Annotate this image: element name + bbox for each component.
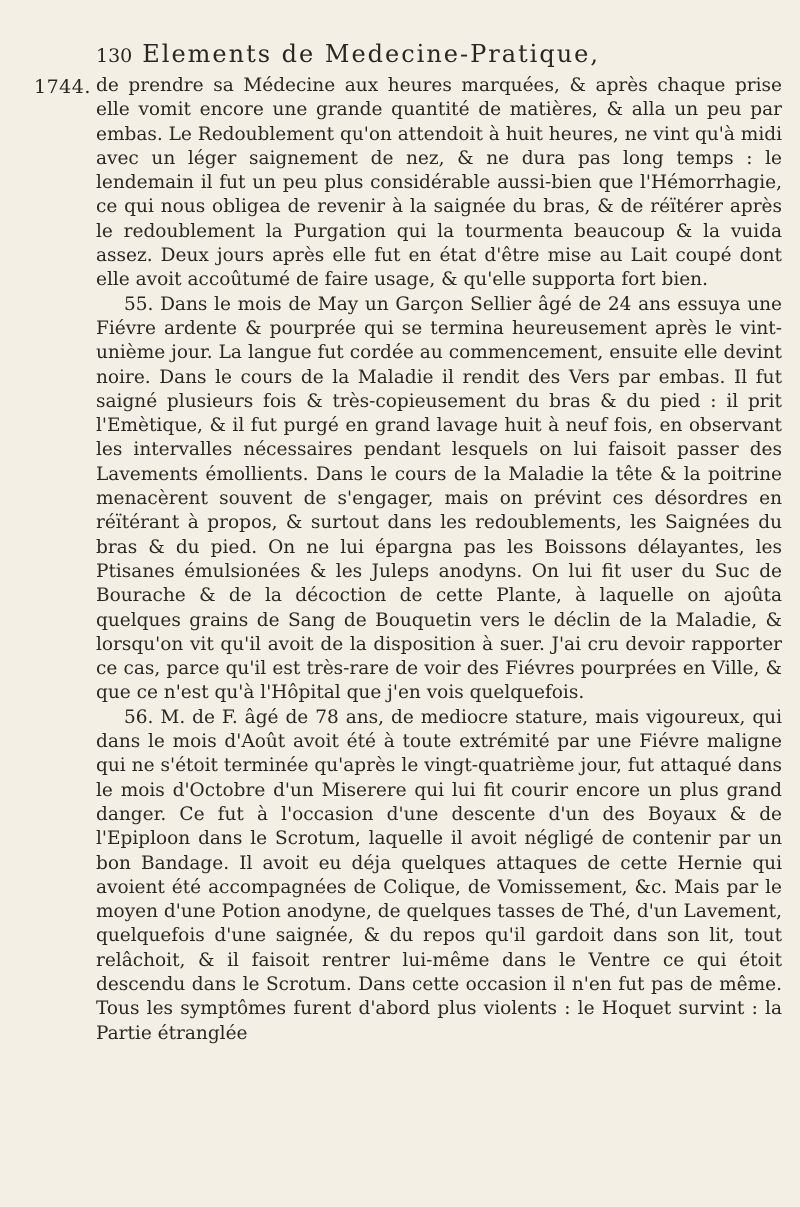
- running-title: Elements de Medecine-Pratique,: [142, 40, 600, 68]
- margin-year: 1744.: [34, 76, 91, 98]
- page-number: 130: [96, 45, 133, 67]
- paragraph-case-55: 55. Dans le mois de May un Garçon Sellier âgé de 24 ans essuya une Fiévre ardente & pourprée qui se termina heureusement après le vint-unième jour. La langue fut cordée au commencement, ensuite elle devint noire. Dans le cours de la Maladie il rendit des Vers par embas. Il fut saigné plusieurs fois & très-copieusement du bras & du pied : il prit l'Emètique, & il fut purgé en grand lavage huit à neuf fois, en observant les intervalles nécessaires pendant lesquels on lui faisoit passer des Lavements émollients. Dans le cours de la Maladie la tête & la poitrine menacèrent souvent de s'engager, mais on prévint ces désordres en réïtérant à propos, & surtout dans les redoublements, les Saignées du bras & du pied. On ne lui épargna pas les Boissons délayantes, les Ptisanes émulsionées & les Juleps anodyns. On lui fit user du Suc de Bourache & de la décoction de cette Plante, à laquelle on ajoûta quelques grains de Sang de Bouquetin vers le déclin de la Maladie, & lorsqu'on vit qu'il avoit de la disposition à suer. J'ai cru devoir rapporter ce cas, parce qu'il est très-rare de voir des Fiévres pourprées en Ville, & que ce n'est qu'à l'Hôpital que j'en vois quelquefois.: [96, 293, 782, 704]
- running-header: [96, 40, 786, 68]
- paragraph-continuation: de prendre sa Médecine aux heures marquées, & après chaque prise elle vomit encore une grande quantité de matières, & alla un peu par embas. Le Redoublement qu'on attendoit à huit heures, ne vint qu'à midi avec un léger saignement de nez, & ne dura pas long temps : le lendemain il fut un peu plus considérable aussi-bien que l'Hémorrhagie, ce qui nous obligea de revenir à la saignée du bras, & de réïtérer après le redoublement la Purgation qui la tourmenta beaucoup & la vuida assez. Deux jours après elle fut en état d'être mise au Lait coupé dont elle avoit accoûtumé de faire usage, & qu'elle supporta fort bien.: [96, 75, 782, 291]
- paragraph-case-56: 56. M. de F. âgé de 78 ans, de mediocre stature, mais vigoureux, qui dans le mois d'Août avoit été à toute extrémité par une Fiévre maligne qui ne s'étoit terminée qu'après le vingt-quatrième jour, fut attaqué dans le mois d'Octobre d'un Miserere qui lui fit courir encore un plus grand danger. Ce fut à l'occasion d'une descente d'un des Boyaux & de l'Epiploon dans le Scrotum, laquelle il avoit négligé de contenir par un bon Bandage. Il avoit eu déja quelques attaques de cette Hernie qui avoient été accompagnées de Colique, de Vomissement, &c. Mais par le moyen d'une Potion anodyne, de quelques tasses de Thé, d'un Lavement, quelquefois d'une saignée, & du repos qu'il gardoit dans son lit, tout relâchoit, & il faisoit rentrer lui-même dans le Ventre ce qui étoit descendu dans le Scrotum. Dans cette occasion il n'en fut pas de même. Tous les symptômes furent d'abord plus violents : le Hoquet survint : la Partie étranglée: [96, 706, 782, 1044]
- body-text: [96, 74, 782, 1046]
